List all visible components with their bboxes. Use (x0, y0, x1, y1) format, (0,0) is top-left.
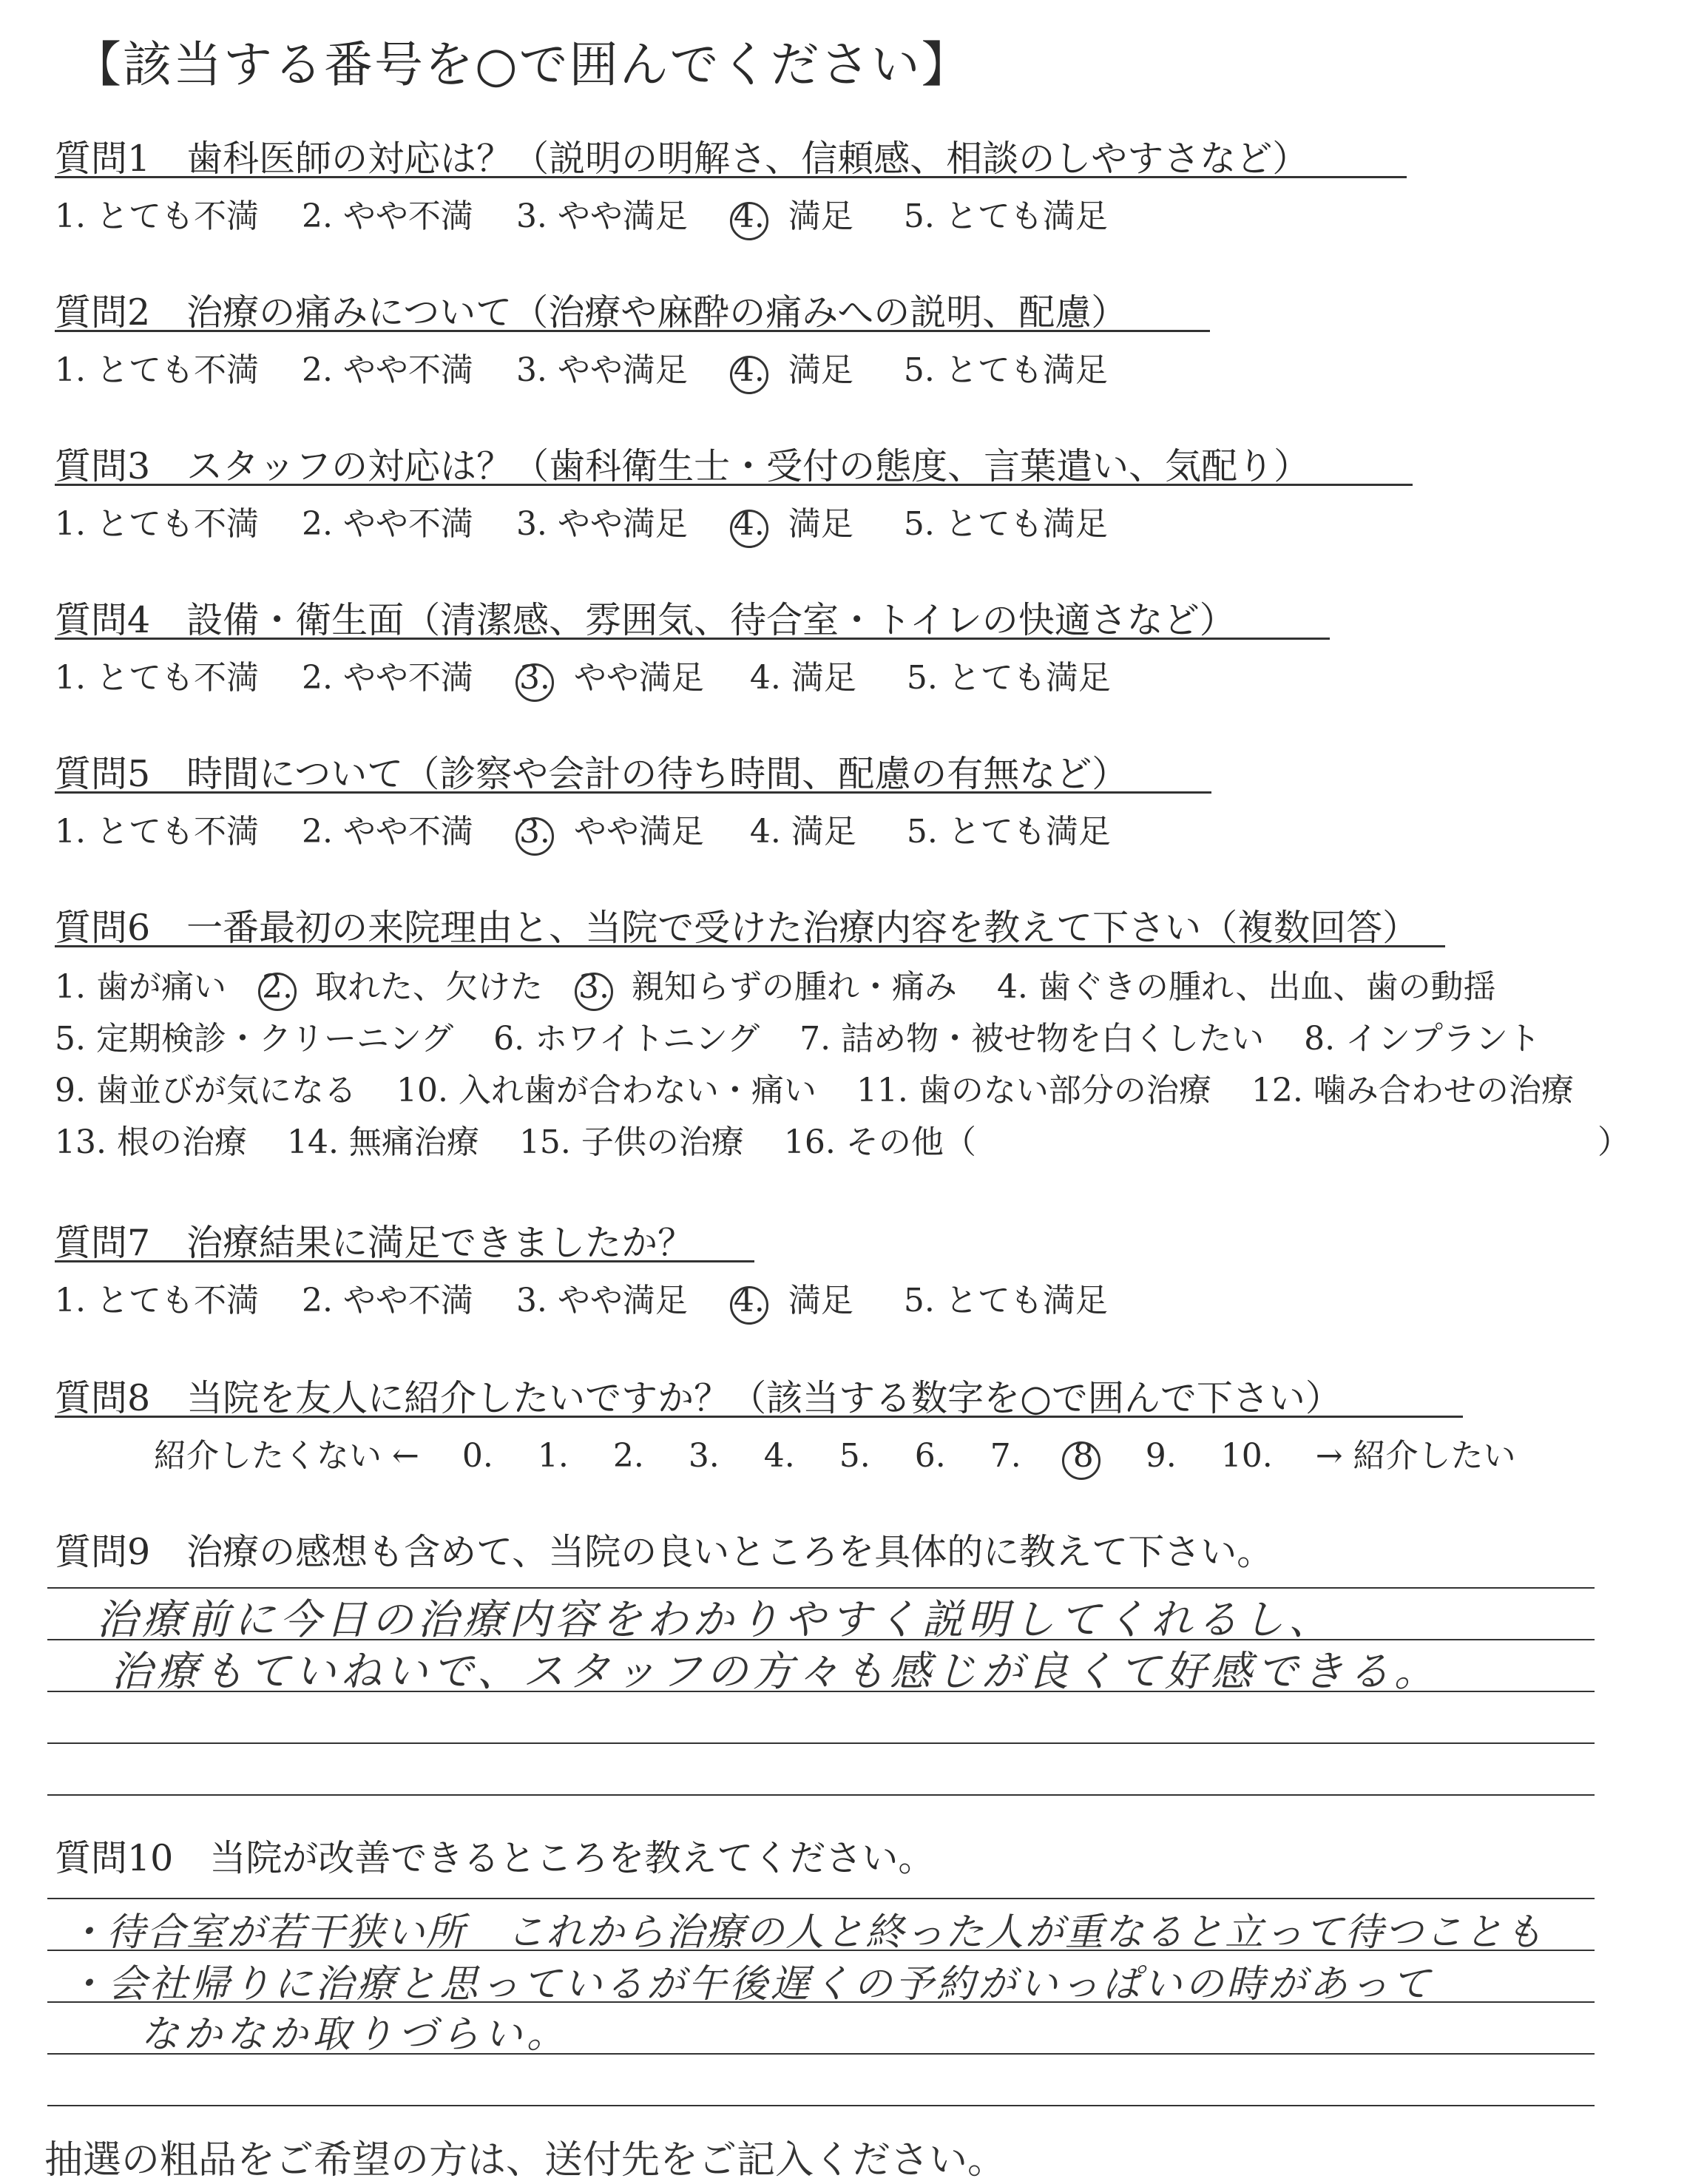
q4-option-3-label[interactable]: やや満足 (573, 659, 704, 697)
q2-option-4-circled[interactable]: 4. (733, 351, 765, 389)
question-3-underline (55, 484, 1413, 486)
q2-option-3[interactable]: 3. やや満足 (515, 351, 688, 389)
q6-option-9[interactable]: 9. 歯並びが気になる (55, 1072, 356, 1109)
q7-option-2[interactable]: 2. やや不満 (301, 1282, 473, 1319)
q7-option-3[interactable]: 3. やや満足 (515, 1282, 688, 1319)
question-5-underline (55, 791, 1211, 794)
q6-option-15[interactable]: 15. 子供の治療 (518, 1123, 744, 1161)
q8-score-3[interactable]: 3. (688, 1437, 720, 1475)
q10-answer-line-5 (47, 2105, 1595, 2106)
question-6-row-3 (55, 1064, 1574, 1111)
q6-option-14[interactable]: 14. 無痛治療 (286, 1123, 479, 1161)
question-6-row-2 (55, 1012, 1541, 1059)
q8-left-label: 紹介したくない ← (154, 1437, 419, 1475)
q8-score-5[interactable]: 5. (839, 1437, 870, 1475)
question-1-title: 質問1 歯科医師の対応は？（説明の明解さ、信頼感、相談のしやすさなど） (55, 138, 1309, 180)
q8-score-6[interactable]: 6. (914, 1437, 946, 1475)
q6-option-8[interactable]: 8. インプラント (1304, 1020, 1541, 1058)
q4-option-3-circled[interactable]: 3. (518, 659, 550, 697)
q1-option-4-label[interactable]: 満足 (788, 197, 853, 235)
q1-option-2[interactable]: 2. やや不満 (301, 197, 473, 235)
question-2-title: 質問2 治療の痛みについて（治療や麻酔の痛みへの説明、配慮） (55, 291, 1128, 334)
q6-option-1[interactable]: 1. 歯が痛い (55, 968, 226, 1006)
question-10-title: 質問10 当院が改善できるところを教えてください。 (55, 1837, 935, 1879)
q6-option-10[interactable]: 10. 入れ歯が合わない・痛い (396, 1072, 816, 1109)
question-8-title: 質問8 当院を友人に紹介したいですか？（該当する数字を○で囲んで下さい） (55, 1377, 1342, 1419)
question-7-options (55, 1274, 1108, 1321)
question-1-options (55, 189, 1108, 237)
q10-handwritten-line-2: ・会社帰りに治療と思っているが午後遅くの予約がいっぱいの時があって (67, 1962, 1433, 2006)
q2-option-2[interactable]: 2. やや不満 (301, 351, 473, 389)
q4-option-2[interactable]: 2. やや不満 (301, 659, 473, 697)
q3-option-4-circled[interactable]: 4. (733, 505, 765, 543)
q5-option-3-label[interactable]: やや満足 (573, 813, 704, 851)
q2-option-4-label[interactable]: 満足 (788, 351, 853, 389)
question-7-title: 質問7 治療結果に満足できましたか？ (55, 1222, 694, 1264)
q1-option-5[interactable]: 5. とても満足 (903, 197, 1108, 235)
question-6-row-4 (55, 1115, 1630, 1163)
q10-handwritten-line-3: なかなか取りづらい。 (141, 2012, 570, 2057)
q9-answer-line-5 (47, 1794, 1595, 1796)
q6-other-close-paren: ） (1598, 1123, 1630, 1161)
question-3-options (55, 497, 1108, 544)
question-5-options (55, 805, 1111, 852)
q9-handwritten-line-1: 治療前に今日の治療内容をわかりやすく説明してくれるし、 (96, 1596, 1334, 1644)
q6-option-6[interactable]: 6. ホワイトニング (493, 1020, 760, 1058)
q8-score-8-circled[interactable]: 8 (1066, 1437, 1101, 1475)
q6-option-2-label[interactable]: 取れた、欠けた (314, 968, 543, 1006)
q3-option-5[interactable]: 5. とても満足 (903, 505, 1108, 543)
question-2-options (55, 343, 1108, 391)
q7-option-1[interactable]: 1. とても不満 (55, 1282, 259, 1319)
q8-score-1[interactable]: 1. (537, 1437, 569, 1475)
q8-score-9[interactable]: 9. (1145, 1437, 1177, 1475)
q6-option-3-label[interactable]: 親知らずの腫れ・痛み (631, 968, 957, 1006)
q3-option-3[interactable]: 3. やや満足 (515, 505, 688, 543)
q9-answer-line-4 (47, 1742, 1595, 1744)
gift-address-note: 抽選の粗品をご希望の方は、送付先をご記入ください。 (44, 2138, 1007, 2183)
q2-option-1[interactable]: 1. とても不満 (55, 351, 259, 389)
q1-option-4-circled[interactable]: 4. (733, 197, 765, 235)
q5-option-2[interactable]: 2. やや不満 (301, 813, 473, 851)
q6-option-4[interactable]: 4. 歯ぐきの腫れ、出血、歯の動揺 (996, 968, 1496, 1006)
q3-option-1[interactable]: 1. とても不満 (55, 505, 259, 543)
q8-score-4[interactable]: 4. (763, 1437, 795, 1475)
q5-option-4[interactable]: 4. 満足 (749, 813, 856, 851)
q5-option-3-circled[interactable]: 3. (518, 813, 550, 851)
q6-option-13[interactable]: 13. 根の治療 (55, 1123, 247, 1161)
question-6-title: 質問6 一番最初の来院理由と、当院で受けた治療内容を教えて下さい（複数回答） (55, 907, 1419, 949)
q6-option-12[interactable]: 12. 噛み合わせの治療 (1251, 1072, 1574, 1109)
question-7-underline (55, 1260, 754, 1262)
q6-option-16[interactable]: 16. その他（ (783, 1123, 976, 1161)
q3-option-2[interactable]: 2. やや不満 (301, 505, 473, 543)
question-5-title: 質問5 時間について（診察や会計の待ち時間、配慮の有無など） (55, 753, 1129, 795)
q6-option-11[interactable]: 11. 歯のない部分の治療 (856, 1072, 1211, 1109)
question-3-title: 質問3 スタッフの対応は？（歯科衛生士・受付の態度、言葉遣い、気配り） (55, 445, 1311, 487)
q9-handwritten-line-2: 治療もていねいで、スタッフの方々も感じが良くて好感できる。 (111, 1648, 1440, 1696)
question-6-underline (55, 945, 1445, 947)
q4-option-4[interactable]: 4. 満足 (749, 659, 856, 697)
q7-option-5[interactable]: 5. とても満足 (903, 1282, 1108, 1319)
question-4-title: 質問4 設備・衛生面（清潔感、雰囲気、待合室・トイレの快適さなど） (55, 599, 1236, 641)
q6-option-5[interactable]: 5. 定期検診・クリーニング (55, 1020, 454, 1058)
q4-option-5[interactable]: 5. とても満足 (906, 659, 1111, 697)
q6-option-3-circled[interactable]: 3. (578, 968, 609, 1006)
question-2-underline (55, 330, 1210, 332)
q8-score-10[interactable]: 10. (1220, 1437, 1273, 1475)
question-4-underline (55, 638, 1330, 640)
q8-score-2[interactable]: 2. (612, 1437, 644, 1475)
question-9-title: 質問9 治療の感想も含めて、当院の良いところを具体的に教えて下さい。 (55, 1531, 1274, 1573)
q5-option-5[interactable]: 5. とても満足 (906, 813, 1111, 851)
q8-right-label: → 紹介したい (1315, 1437, 1516, 1475)
q5-option-1[interactable]: 1. とても不満 (55, 813, 259, 851)
q2-option-5[interactable]: 5. とても満足 (903, 351, 1108, 389)
question-1-underline (55, 176, 1407, 178)
form-heading: 【該当する番号を○で囲んでください】 (72, 36, 972, 93)
question-4-options (55, 651, 1111, 698)
question-6-row-1 (55, 960, 1496, 1007)
question-8-scale (154, 1429, 1516, 1476)
q6-option-7[interactable]: 7. 詰め物・被せ物を白くしたい (799, 1020, 1265, 1058)
q10-handwritten-line-1: ・待合室が若干狭い所 これから治療の人と終った人が重なると立って待つことも (67, 1910, 1545, 1955)
q3-option-4-label[interactable]: 満足 (788, 505, 853, 543)
q4-option-1[interactable]: 1. とても不満 (55, 659, 259, 697)
q8-score-0[interactable]: 0. (462, 1437, 493, 1475)
q10-answer-line-1 (47, 1898, 1595, 1899)
q6-option-2-circled[interactable]: 2. (261, 968, 293, 1006)
q1-option-1[interactable]: 1. とても不満 (55, 197, 259, 235)
q8-score-7[interactable]: 7. (990, 1437, 1021, 1475)
q1-option-3[interactable]: 3. やや満足 (515, 197, 688, 235)
q7-option-4-circled[interactable]: 4. (733, 1282, 765, 1319)
q7-option-4-label[interactable]: 満足 (788, 1282, 853, 1319)
question-8-underline (55, 1416, 1463, 1418)
